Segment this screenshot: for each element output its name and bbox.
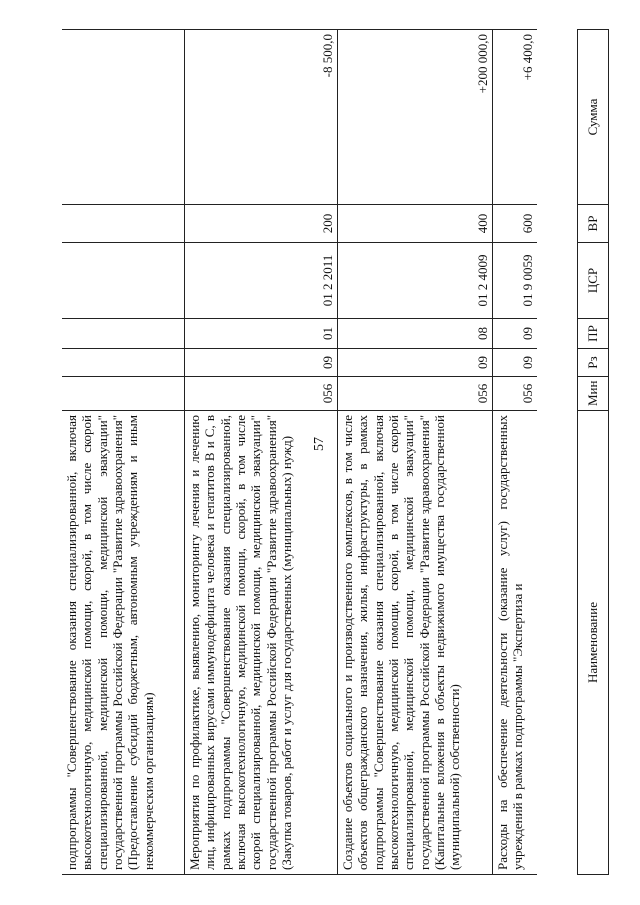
csr-cell: 01 2 2011 — [185, 243, 338, 319]
min-cell: 056 — [493, 377, 538, 411]
header-rz: Рз — [578, 349, 609, 377]
sum-cell: +6 400,0 — [493, 30, 538, 205]
pr-cell: 09 — [493, 319, 538, 349]
csr-cell: 01 9 0059 — [493, 243, 538, 319]
vr-cell: 200 — [185, 205, 338, 243]
header-csr: ЦСР — [578, 243, 609, 319]
rz-cell — [62, 349, 185, 377]
sum-cell — [62, 30, 185, 205]
budget-table — [62, 29, 537, 875]
header-pr: ПР — [578, 319, 609, 349]
budget-table-sheet — [62, 30, 592, 875]
row-name-cell: Мероприятия по профилактике, выявлению, мониторингу лечения и лечению лиц, инфицированных вирусами иммунодефицита человека и гепатитов В и С, в рамках подпрограммы "Совершенствование оказания специализированной, включая высокотехнологичную, медицинской помощи, скорой, в том числе скорой специализированной, медицинской помощи, медицинской эвакуации" государственной программы Российской Федерации "Развитие здравоохранения" (Закупка товаров, работ и услуг для государственных (муниципальных) нужд) — [185, 411, 338, 875]
vr-cell — [62, 205, 185, 243]
row-name-cell: подпрограммы "Совершенствование оказания специализированной, включая высокотехнологичную, медицинской помощи, скорой, в том числе скорой специализированной, медицинской помощи, медицинской эвакуации" государственной программы Российской Федерации "Развитие здравоохранения" (Предоставление субсидий бюджетным, автономным учреждениям и иным некоммерческим организациям) — [62, 411, 185, 875]
vr-cell: 400 — [338, 205, 493, 243]
rz-cell: 09 — [338, 349, 493, 377]
table-header-sheet — [577, 30, 617, 875]
table-header — [577, 29, 609, 875]
sum-cell: -8 500,0 — [185, 30, 338, 205]
table-row — [493, 30, 538, 875]
header-vr: ВР — [578, 205, 609, 243]
min-cell — [62, 377, 185, 411]
table-row — [62, 30, 185, 875]
sum-cell: +200 000,0 — [338, 30, 493, 205]
min-cell: 056 — [185, 377, 338, 411]
table-row — [185, 30, 338, 875]
csr-cell: 01 2 4009 — [338, 243, 493, 319]
vr-cell: 600 — [493, 205, 538, 243]
row-name-cell: Расходы на обеспечение деятельности (оказание услуг) государственных учреждений в рамках подпрограммы "Экспертиза и — [493, 411, 538, 875]
row-name-cell: Создание объектов социального и производственного комплексов, в том числе объектов общегражданского назначения, жилья, инфраструктуры, в рамках подпрограммы "Совершенствование оказания специализированной, включая высокотехнологичную, медицинской помощи, скорой, в том числе скорой специализированной, медицинской помощи, медицинской эвакуации" государственной программы Российской Федерации "Развитие здравоохранения" (Капитальные вложения в объекты недвижимого имущества государственной (муниципальной) собственности) — [338, 411, 493, 875]
header-sum: Сумма — [578, 30, 609, 205]
rz-cell: 09 — [185, 349, 338, 377]
pr-cell: 01 — [185, 319, 338, 349]
pr-cell: 08 — [338, 319, 493, 349]
rz-cell: 09 — [493, 349, 538, 377]
pr-cell — [62, 319, 185, 349]
header-name: Наименование — [578, 411, 609, 875]
header-min: Мин — [578, 377, 609, 411]
page-number: 57 — [312, 437, 327, 451]
table-row — [338, 30, 493, 875]
csr-cell — [62, 243, 185, 319]
min-cell: 056 — [338, 377, 493, 411]
